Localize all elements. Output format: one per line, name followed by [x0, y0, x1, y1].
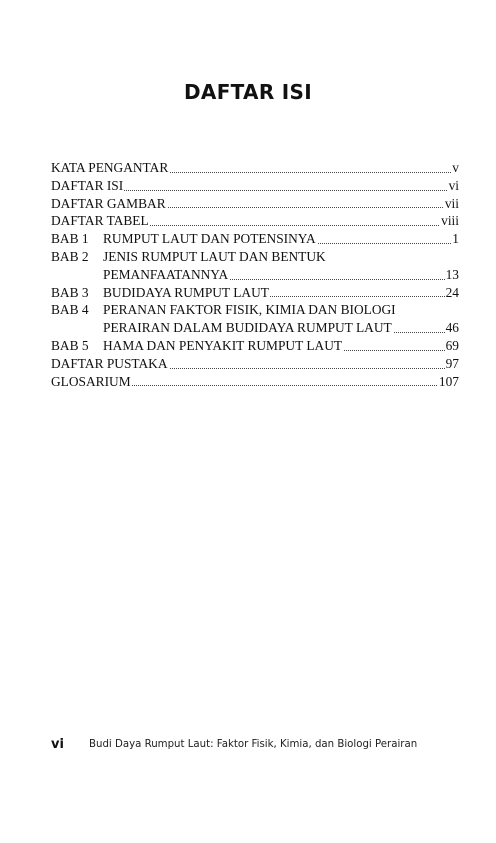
toc-label: BUDIDAYA RUMPUT LAUT: [103, 284, 269, 300]
toc-page-number: 46: [445, 320, 459, 336]
footer-page-number: vi: [51, 737, 64, 752]
table-of-contents: [51, 159, 459, 390]
toc-label: HAMA DAN PENYAKIT RUMPUT LAUT: [103, 337, 343, 353]
toc-entry-bab-5: [51, 337, 459, 355]
toc-page-number: viii: [441, 213, 459, 229]
footer-book-title: Budi Daya Rumput Laut: Faktor Fisik, Kimia, dan Biologi Perairan: [89, 739, 418, 750]
chapter-number: BAB 5: [51, 337, 89, 353]
toc-label: KATA PENGANTAR: [51, 160, 169, 175]
toc-label: DAFTAR ISI: [51, 177, 124, 193]
toc-entry-bab-2: [51, 248, 459, 266]
toc-entry-daftar-tabel: [51, 212, 459, 230]
toc-page-number: 97: [445, 355, 459, 371]
toc-label: DAFTAR TABEL: [51, 213, 149, 229]
toc-entry-daftar-pustaka: [51, 355, 459, 373]
toc-page-number: vi: [448, 177, 459, 193]
toc-label: RUMPUT LAUT DAN POTENSINYA: [103, 231, 316, 247]
toc-label: PERANAN FAKTOR FISIK, KIMIA DAN BIOLOGI: [103, 302, 396, 318]
toc-entry-bab-4: [51, 301, 459, 319]
toc-entry-daftar-gambar: [51, 195, 459, 213]
toc-label: DAFTAR PUSTAKA: [51, 355, 168, 371]
toc-page-number: 1: [452, 231, 459, 247]
toc-label: JENIS RUMPUT LAUT DAN BENTUK: [103, 248, 326, 264]
toc-label: GLOSARIUM: [51, 373, 131, 389]
toc-page-number: vii: [444, 195, 459, 211]
toc-label-continued: PEMANFAATANNYA: [103, 266, 229, 282]
toc-entry-bab-4-continued: [51, 319, 459, 337]
toc-entry-bab-3: [51, 284, 459, 302]
toc-page-number: 13: [445, 266, 459, 282]
chapter-number: BAB 1: [51, 231, 89, 247]
toc-entry-bab-2-continued: [51, 266, 459, 284]
chapter-number: BAB 3: [51, 284, 89, 300]
toc-page-number: v: [452, 160, 459, 175]
chapter-number: BAB 4: [51, 302, 89, 318]
toc-label: DAFTAR GAMBAR: [51, 195, 166, 211]
toc-page-number: 69: [445, 337, 459, 353]
toc-entry-daftar-isi: [51, 177, 459, 195]
toc-page-number: 24: [445, 284, 459, 300]
toc-page-number: 107: [438, 373, 459, 389]
toc-entry-kata-pengantar: [51, 159, 459, 177]
toc-entry-bab-1: [51, 230, 459, 248]
page-title: DAFTAR ISI: [184, 80, 312, 104]
toc-label-continued: PERAIRAN DALAM BUDIDAYA RUMPUT LAUT: [103, 320, 392, 336]
toc-entry-glosarium: [51, 373, 459, 391]
chapter-number: BAB 2: [51, 248, 89, 264]
